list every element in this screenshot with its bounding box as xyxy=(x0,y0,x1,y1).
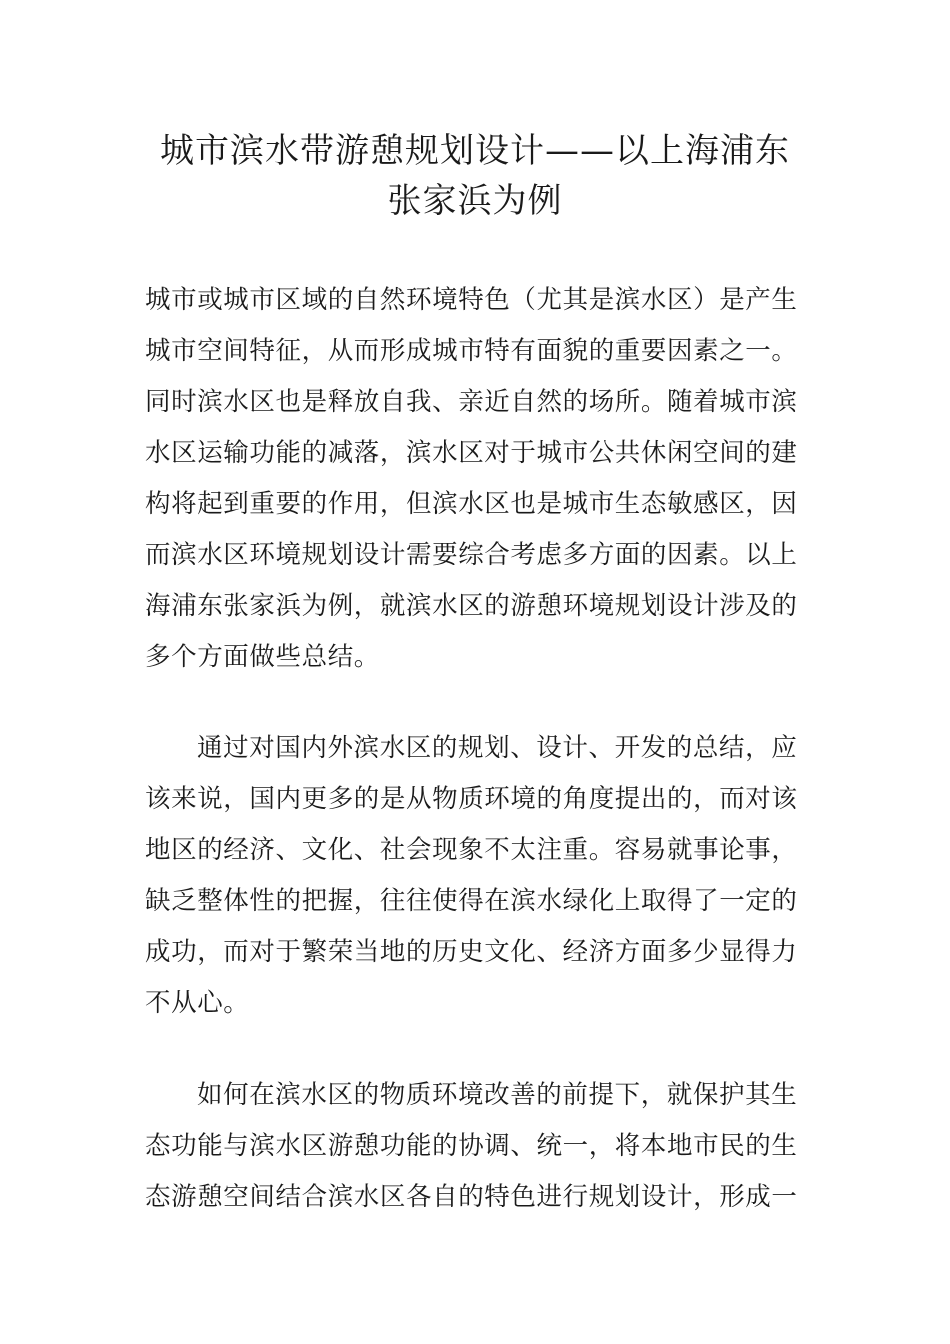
paragraph-3 xyxy=(145,1070,815,1223)
paragraph-line: 地区的经济、文化、社会现象不太注重。容易就事论事， xyxy=(145,835,798,865)
paragraph-line: 城市空间特征，从而形成城市特有面貌的重要因素之一。 xyxy=(145,336,798,366)
paragraph-line: 城市或城市区域的自然环境特色（尤其是滨水区）是产生 xyxy=(145,285,798,315)
paragraph-line: 海浦东张家浜为例，就滨水区的游憩环境规划设计涉及的 xyxy=(145,591,798,621)
paragraph-line: 而滨水区环境规划设计需要综合考虑多方面的因素。以上 xyxy=(145,540,798,570)
paragraph-line: 构将起到重要的作用，但滨水区也是城市生态敏感区，因 xyxy=(145,489,798,519)
paragraph-line: 如何在滨水区的物质环境改善的前提下，就保护其生 xyxy=(197,1080,798,1110)
paragraph-line: 缺乏整体性的把握，往往使得在滨水绿化上取得了一定的 xyxy=(145,886,798,916)
paragraph-line: 该来说，国内更多的是从物质环境的角度提出的，而对该 xyxy=(145,784,798,814)
paragraph-line: 多个方面做些总结。 xyxy=(145,642,380,672)
paragraph-line: 不从心。 xyxy=(145,988,250,1018)
document-title-line-2: 张家浜为例 xyxy=(387,181,563,221)
paragraph-line: 态功能与滨水区游憩功能的协调、统一，将本地市民的生 xyxy=(145,1131,798,1161)
paragraph-line: 成功，而对于繁荣当地的历史文化、经济方面多少显得力 xyxy=(145,937,798,967)
paragraph-line: 同时滨水区也是释放自我、亲近自然的场所。随着城市滨 xyxy=(145,387,798,417)
document-title-line-1: 城市滨水带游憩规划设计——以上海浦东 xyxy=(160,131,790,171)
paragraph-1 xyxy=(145,275,815,683)
paragraph-line: 水区运输功能的减落，滨水区对于城市公共休闲空间的建 xyxy=(145,438,798,468)
paragraph-2 xyxy=(145,723,815,1029)
paragraph-line: 通过对国内外滨水区的规划、设计、开发的总结，应 xyxy=(197,733,798,763)
paragraph-line: 态游憩空间结合滨水区各自的特色进行规划设计，形成一 xyxy=(145,1182,798,1212)
